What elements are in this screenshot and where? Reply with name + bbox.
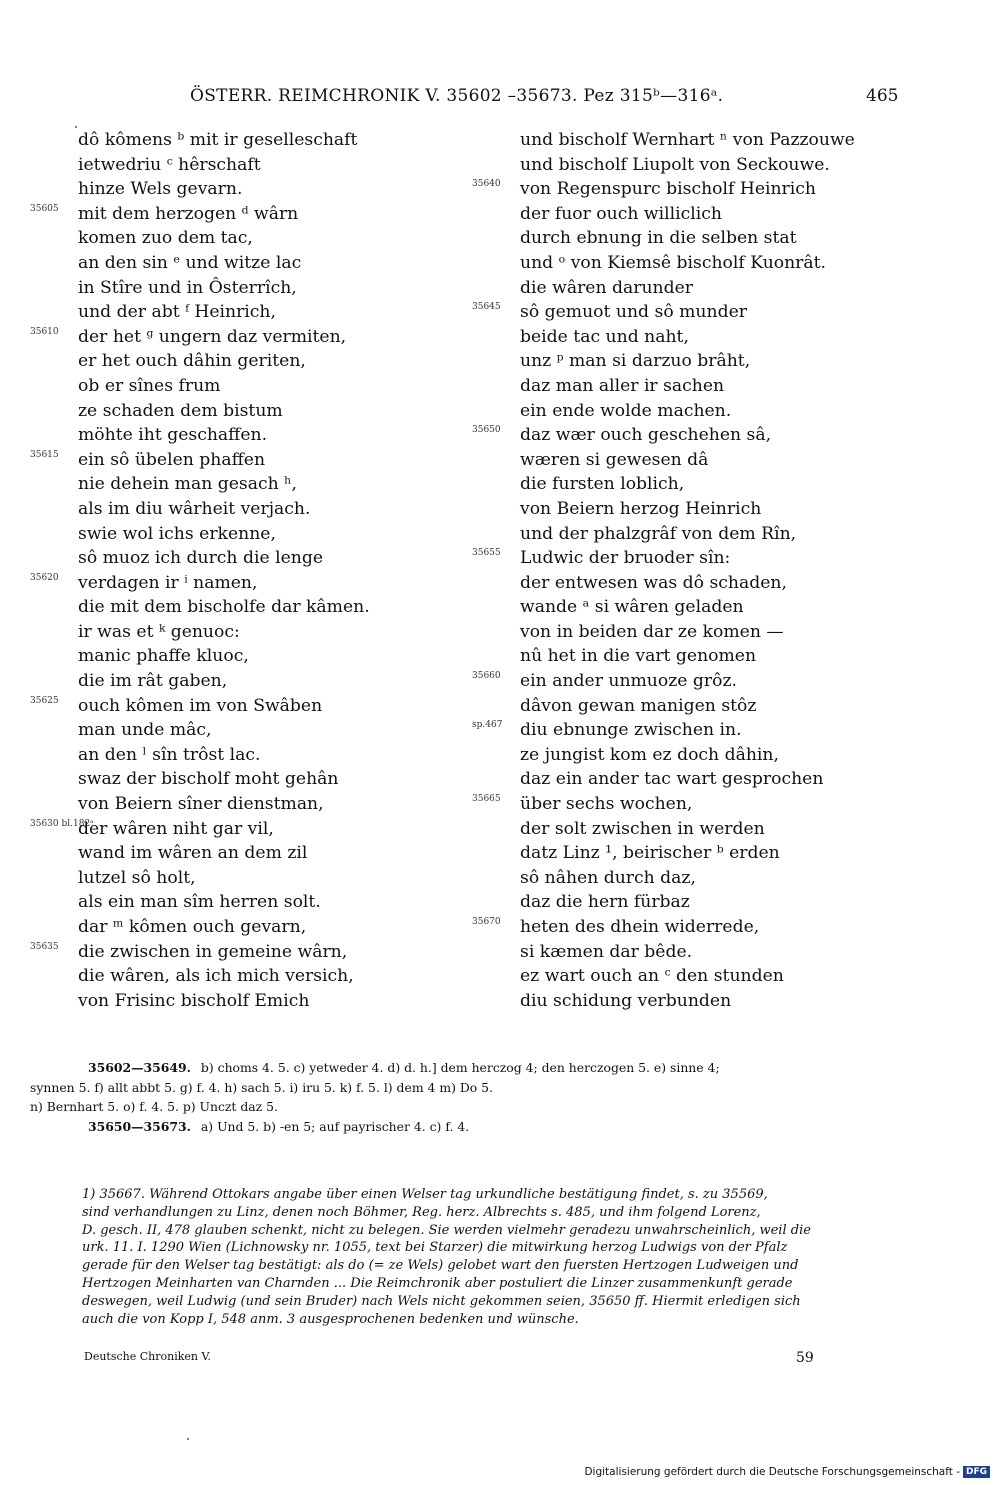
verse-text: und bischolf Liupolt von Seckouwe.: [520, 154, 830, 175]
footnote-line: deswegen, weil Ludwig (und sein Bruder) nach Wels nicht gekommen seien, 35650 ff. Hiermit erledigen sich: [82, 1293, 801, 1309]
verse-text: komen zuo dem tac,: [78, 228, 253, 249]
verse-text: daz man aller ir sachen: [520, 375, 725, 396]
verse-line: [30, 595, 470, 620]
line-number: 35650: [472, 425, 501, 436]
verse-text: möhte iht geschaffen.: [78, 425, 268, 446]
verse-line: [30, 817, 470, 842]
verse-text: an den ˡ sîn trôst lac.: [78, 744, 261, 765]
verse-text: sô muoz ich durch die lenge: [78, 548, 324, 569]
line-number: 35655: [472, 548, 501, 559]
verse-text: ze schaden dem bistum: [78, 400, 283, 421]
verse-line: [30, 300, 470, 325]
verse-line: [30, 399, 470, 424]
verse-line: [30, 497, 470, 522]
sheet-number: 59: [796, 1350, 814, 1366]
verse-text: daz ein ander tac wart gesprochen: [520, 769, 824, 790]
verse-line: [472, 841, 912, 866]
line-number: sp.467: [472, 720, 503, 731]
line-number: 35610: [30, 326, 59, 337]
verse-line: [30, 472, 470, 497]
verse-line: [472, 743, 912, 768]
footnote-line: Hertzogen Meinharten van Charnden ... Die Reimchronik aber postuliert die Linzer zusammenkunft gerade: [82, 1275, 793, 1291]
apparatus-variants: b) choms 4. 5. c) yetweder 4. d) d. h.] dem herczog 4; den herczogen 5. e) sinne 4;: [200, 1060, 720, 1075]
footnote-line: 1) 35667. Während Ottokars angabe über einen Welser tag urkundliche bestätigung findet, s. zu 35569,: [82, 1187, 768, 1202]
verse-line: [472, 546, 912, 571]
verse-line: [30, 669, 470, 694]
verse-text: über sechs wochen,: [520, 794, 693, 815]
verse-line: [472, 964, 912, 989]
page-number: 465: [866, 86, 899, 106]
verse-text: dar ᵐ kômen ouch gevarn,: [78, 917, 307, 937]
verse-text: und der abt ᶠ Heinrich,: [78, 302, 276, 323]
verse-text: die wâren, als ich mich versich,: [78, 966, 354, 987]
verse-line: [30, 964, 470, 989]
verse-text: von Frisinc bischolf Emich: [78, 990, 310, 1011]
apparatus-range: 35650—35673.: [88, 1118, 191, 1134]
line-number: 35635: [30, 941, 59, 952]
series-title: Deutsche Chroniken V.: [84, 1350, 211, 1363]
verse-line: [30, 866, 470, 891]
verse-line: [472, 177, 912, 202]
verse-text: manic phaffe kluoc,: [78, 646, 249, 667]
verse-text: ietwedriu ᶜ hêrschaft: [78, 154, 261, 175]
verse-line: [30, 349, 470, 374]
verse-text: dâvon gewan manigen stôz: [520, 695, 757, 716]
verse-line: [472, 595, 912, 620]
verse-text: swaz der bischolf moht gehân: [78, 769, 339, 790]
verse-line: [472, 300, 912, 325]
verse-text: die fursten loblich,: [520, 474, 685, 495]
verse-text: heten des dhein widerrede,: [520, 917, 760, 937]
verse-text: verdagen ir ⁱ namen,: [78, 572, 258, 593]
verse-text: die wâren darunder: [520, 277, 694, 298]
line-number: 35670: [472, 917, 501, 927]
verse-text: nû het in die vart genomen: [520, 646, 757, 667]
verse-column-right: [472, 128, 912, 1013]
verse-text: von Beiern herzog Heinrich: [520, 498, 762, 519]
footnote-line: auch die von Kopp I, 548 anm. 3 ausgesprochenen bedenken und wünsche.: [82, 1311, 579, 1327]
verse-line: [472, 866, 912, 891]
verse-line: [472, 767, 912, 792]
verse-line: [472, 669, 912, 694]
verse-text: und der phalzgrâf von dem Rîn,: [520, 523, 797, 544]
verse-text: die zwischen in gemeine wârn,: [78, 941, 348, 962]
verse-line: [30, 694, 470, 719]
verse-line: [30, 276, 470, 301]
line-number: 35665: [472, 794, 501, 805]
verse-line: [30, 792, 470, 817]
verse-line: [30, 128, 470, 153]
verse-text: daz die hern fürbaz: [520, 892, 690, 913]
verse-text: der wâren niht gar vil,: [78, 818, 274, 839]
verse-line: [472, 251, 912, 276]
verse-text: swie wol ichs erkenne,: [78, 523, 276, 544]
apparatus-range: 35602—35649.: [88, 1060, 191, 1075]
digitization-text: Digitalisierung gefördert durch die Deutsche Forschungsgemeinschaft -: [584, 1466, 960, 1478]
verse-line: [472, 423, 912, 448]
verse-text: der fuor ouch williclich: [520, 203, 722, 224]
verse-line: [472, 817, 912, 842]
verse-text: datz Linz ¹, beirischer ᵇ erden: [520, 843, 780, 864]
verse-text: unz ᵖ man si darzuo brâht,: [520, 351, 751, 372]
verse-line: [30, 325, 470, 350]
verse-text: die mit dem bischolfe dar kâmen.: [78, 597, 370, 618]
verse-text: diu ebnunge zwischen in.: [520, 720, 742, 741]
verse-line: [472, 448, 912, 473]
verse-line: [472, 325, 912, 350]
line-number: 35620: [30, 572, 59, 583]
line-number: 35645: [472, 302, 501, 313]
footnote-line: D. gesch. II, 478 glauben schenkt, nicht zu belegen. Sie werden vielmehr geradezu unwahrscheinlich, weil die: [82, 1222, 811, 1238]
verse-line: [472, 374, 912, 399]
verse-text: dô kômens ᵇ mit ir geselleschaft: [78, 130, 358, 150]
verse-line: [30, 546, 470, 571]
verse-text: hinze Wels gevarn.: [78, 179, 243, 200]
verse-text: durch ebnung in die selben stat: [520, 228, 797, 249]
verse-line: [30, 743, 470, 768]
line-number: 35605: [30, 203, 59, 214]
verse-text: ir was et ᵏ genuoc:: [78, 621, 240, 642]
verse-text: und bischolf Wernhart ⁿ von Pazzouwe: [520, 130, 855, 150]
verse-line: [30, 153, 470, 178]
verse-text: ze jungist kom ez doch dâhin,: [520, 744, 779, 765]
critical-apparatus: [30, 1058, 910, 1136]
scan-speck: [187, 1438, 189, 1440]
line-number: 35640: [472, 179, 501, 190]
footnote-line: gerade für den Welser tag bestätigt: als do (= ze Wels) gelobet wart den fuersten Hertzogen Ludweigen und: [82, 1258, 799, 1274]
apparatus-variants: a) Und 5. b) -en 5; auf payrischer 4. c) f. 4.: [200, 1118, 470, 1134]
verse-line: [472, 620, 912, 645]
verse-line: [30, 841, 470, 866]
verse-line: [30, 202, 470, 227]
verse-text: ein sô übelen phaffen: [78, 449, 266, 470]
verse-line: [30, 989, 470, 1014]
verse-line: [472, 522, 912, 547]
verse-text: wande ᵃ si wâren geladen: [520, 597, 744, 618]
verse-text: in Stîre und in Ôsterrîch,: [78, 277, 297, 298]
verse-text: ez wart ouch an ᶜ den stunden: [520, 966, 784, 987]
verse-line: [472, 153, 912, 178]
verse-text: er het ouch dâhin geriten,: [78, 351, 306, 372]
verse-line: [30, 767, 470, 792]
verse-text: an den sin ᵉ und witze lac: [78, 252, 302, 273]
line-number: 35615: [30, 449, 59, 460]
verse-text: von Regenspurc bischolf Heinrich: [520, 179, 816, 200]
verse-text: und ᵒ von Kiemsê bischolf Kuonrât.: [520, 252, 827, 273]
verse-text: Ludwic der bruoder sîn:: [520, 548, 731, 569]
verse-text: diu schidung verbunden: [520, 990, 732, 1011]
verse-line: [472, 940, 912, 965]
verse-line: [472, 399, 912, 424]
apparatus-line: [30, 1058, 910, 1078]
verse-line: [30, 448, 470, 473]
line-number: 35660: [472, 671, 501, 682]
verse-line: [472, 571, 912, 596]
verse-line: [472, 694, 912, 719]
verse-line: [472, 497, 912, 522]
verse-line: [30, 423, 470, 448]
verse-text: si kæmen dar bêde.: [520, 941, 693, 962]
verse-text: mit dem herzogen ᵈ wârn: [78, 203, 299, 224]
footnote: [82, 1186, 902, 1328]
verse-text: der solt zwischen in werden: [520, 818, 765, 839]
verse-line: [30, 718, 470, 743]
verse-line: [472, 718, 912, 743]
verse-line: [30, 644, 470, 669]
verse-line: [30, 915, 470, 940]
verse-line: [30, 177, 470, 202]
verse-line: [30, 522, 470, 547]
verse-line: [472, 128, 912, 153]
verse-text: die im rât gaben,: [78, 671, 228, 692]
apparatus-line: n) Bernhart 5. o) f. 4. 5. p) Unczt daz 5.: [30, 1099, 278, 1115]
dfg-logo: DFG: [963, 1466, 990, 1478]
verse-text: nie dehein man gesach ʰ,: [78, 474, 298, 495]
footnote-line: sind verhandlungen zu Linz, denen noch Böhmer, Reg. herz. Albrechts s. 485, und ihm folgend Lorenz,: [82, 1204, 761, 1220]
verse-text: daz wær ouch geschehen sâ,: [520, 425, 772, 446]
verse-text: man unde mâc,: [78, 720, 212, 741]
verse-line: [30, 620, 470, 645]
verse-line: [472, 890, 912, 915]
footnote-line: urk. 11. I. 1290 Wien (Lichnowsky nr. 1055, text bei Starzer) die mitwirkung herzog Ludwigs von der Pfalz: [82, 1240, 788, 1256]
verse-line: [472, 276, 912, 301]
apparatus-line: [30, 1117, 910, 1137]
verse-text: lutzel sô holt,: [78, 867, 196, 888]
verse-text: von in beiden dar ze komen —: [520, 621, 784, 642]
verse-text: der entwesen was dô schaden,: [520, 572, 787, 593]
verse-line: [472, 349, 912, 374]
verse-text: von Beiern sîner dienstman,: [78, 794, 324, 815]
verse-line: [472, 202, 912, 227]
verse-text: sô gemuot und sô munder: [520, 302, 747, 323]
verse-text: ein ander unmuoze grôz.: [520, 671, 738, 692]
verse-line: [30, 374, 470, 399]
running-title: ÖSTERR. REIMCHRONIK V. 35602 –35673. Pez 315ᵇ—316ᵃ.: [190, 86, 724, 106]
scan-speck: [75, 126, 77, 128]
line-number: 35625: [30, 695, 59, 706]
verse-line: [30, 226, 470, 251]
verse-text: der het ᵍ ungern daz vermiten,: [78, 326, 347, 347]
verse-text: als ein man sîm herren solt.: [78, 892, 321, 913]
verse-text: ein ende wolde machen.: [520, 400, 732, 421]
line-number: 35630 bl.182ᵃ: [30, 818, 94, 829]
verse-text: ouch kômen im von Swâben: [78, 695, 323, 716]
page-header: [0, 86, 1000, 116]
verse-line: [30, 890, 470, 915]
verse-line: [472, 792, 912, 817]
verse-line: [30, 251, 470, 276]
verse-column-left: [30, 128, 470, 1013]
verse-line: [30, 571, 470, 596]
apparatus-line: synnen 5. f) allt abbt 5. g) f. 4. h) sach 5. i) iru 5. k) f. 5. l) dem 4 m) Do 5.: [30, 1079, 494, 1095]
verse-text: wæren si gewesen dâ: [520, 449, 709, 470]
verse-line: [472, 989, 912, 1014]
verse-line: [472, 644, 912, 669]
verse-line: [472, 226, 912, 251]
verse-line: [472, 915, 912, 940]
verse-text: ob er sînes frum: [78, 375, 221, 396]
verse-text: sô nâhen durch daz,: [520, 867, 696, 888]
verse-text: als im diu wârheit verjach.: [78, 498, 311, 519]
verse-text: beide tac und naht,: [520, 326, 689, 347]
verse-line: [30, 940, 470, 965]
verse-line: [472, 472, 912, 497]
digitization-notice: [584, 1466, 990, 1478]
verse-text: wand im wâren an dem zil: [78, 843, 308, 864]
